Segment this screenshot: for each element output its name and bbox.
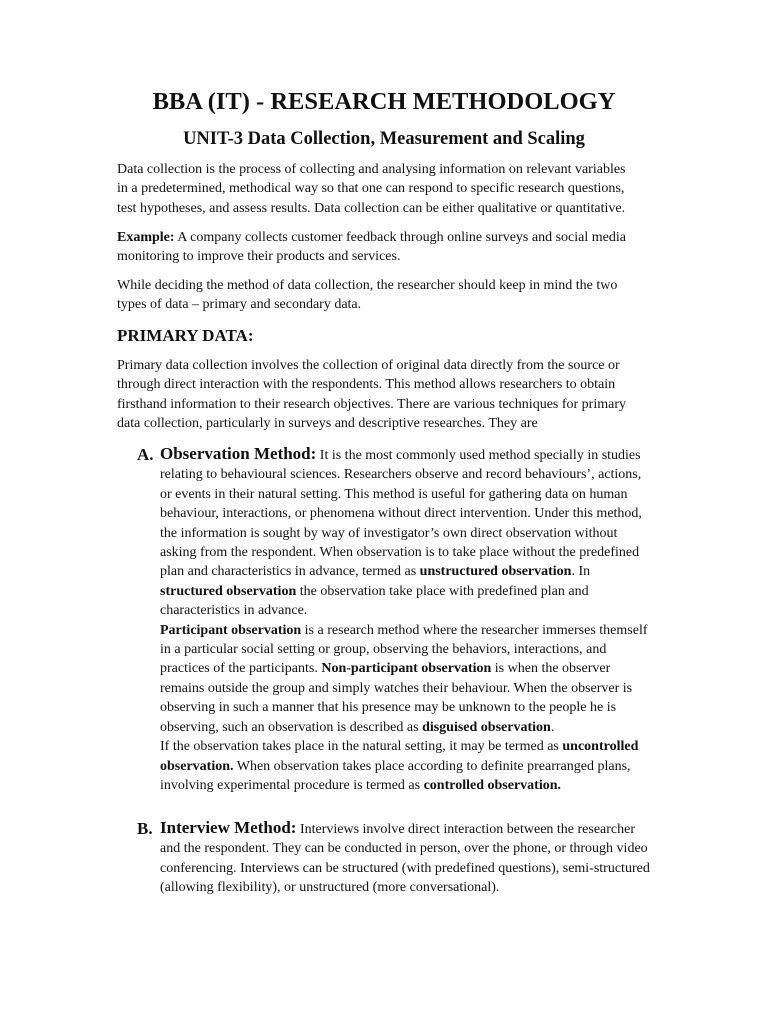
observation-text-2d: is when the observer remains outside the group and simply watches their behaviour. When the observer is observing in such a manner that his presence may be unknown to the people he is observing, such an observation is described as	[160, 661, 633, 735]
term-structured-observation: structured observation	[160, 583, 297, 599]
term-unstructured-observation: unstructured observation	[419, 564, 572, 580]
observation-paragraph-3	[160, 737, 650, 795]
observation-paragraph-2	[160, 621, 650, 737]
interview-method-label: Interview Method:	[160, 818, 297, 837]
term-participant-observation: Participant observation	[160, 622, 302, 638]
observation-text-2f: .	[550, 719, 555, 735]
observation-text-1e: the observation take place with predefined plan and characteristics in advance.	[160, 583, 589, 619]
observation-text-3c: When observation takes place according to definite prearranged plans, involving experimental procedure is termed as	[160, 758, 631, 793]
observation-method-label: Observation Method:	[160, 444, 317, 463]
term-uncontrolled-observation: uncontrolled observation.	[160, 739, 639, 774]
example-text: A company collects customer feedback through online surveys and social media monitoring to improve their products and services.	[117, 230, 626, 265]
data-types-paragraph: While deciding the method of data collection, the researcher should keep in mind the two types of data – primary and secondary data.	[117, 278, 618, 313]
list-marker-b: B.	[137, 819, 153, 838]
observation-paragraph-1	[160, 444, 650, 621]
observation-text-1a: It is the most commonly used method specially in studies relating to behavioural sciences. Researchers observe and record behaviours’, actions, or events in their natural setting. This method is useful for gathering data on human behaviour, interactions, or phenomena without direct intervention. Under this method, the information is sought by way of investigator’s own direct observation without asking from the respondent. When observation is to take place without the predefined plan and characteristics in advance, termed as	[160, 448, 642, 580]
intro-paragraph: Data collection is the process of collecting and analysing information on relevant variables in a predetermined, methodical way so that one can respond to specific research questions, test hypotheses, and assess results. Data collection can be either qualitative or quantitative.	[117, 162, 626, 216]
example-label: Example:	[117, 230, 175, 245]
primary-data-heading: PRIMARY DATA:	[117, 326, 254, 345]
example-paragraph	[117, 228, 637, 267]
list-marker-a: A.	[137, 445, 154, 464]
interview-text: Interviews involve direct interaction between the researcher and the respondent. They can be conducted in person, over the phone, or through video conferencing. Interviews can be structured (with predefined questions), semi-structured (allowing flexibility), or unstructured (more conversational).	[160, 822, 650, 896]
observation-text-3a: If the observation takes place in the natural setting, it may be termed as	[160, 739, 563, 755]
interview-method-item	[160, 818, 650, 898]
interview-paragraph	[160, 818, 650, 898]
term-disguised-observation: disguised observation	[422, 719, 551, 735]
primary-data-paragraph: Primary data collection involves the collection of original data directly from the source or through direct interaction with the respondents. This method allows researchers to obtain firsthand information to their research objectives. There are various techniques for primary data collection, particularly in surveys and descriptive researches. They are	[117, 358, 626, 432]
term-controlled-observation: controlled observation.	[423, 777, 561, 793]
term-non-participant-observation: Non-participant observation	[321, 661, 492, 677]
document-title: BBA (IT) - RESEARCH METHODOLOGY	[152, 88, 616, 115]
observation-text-2b: is a research method where the researcher immerses themself in a particular social setting or group, observing the behaviors, interactions, and practices of the participants.	[160, 622, 648, 677]
unit-subtitle: UNIT-3 Data Collection, Measurement and Scaling	[183, 129, 585, 149]
observation-method-item	[160, 444, 650, 795]
observation-text-1c: . In	[571, 564, 591, 580]
